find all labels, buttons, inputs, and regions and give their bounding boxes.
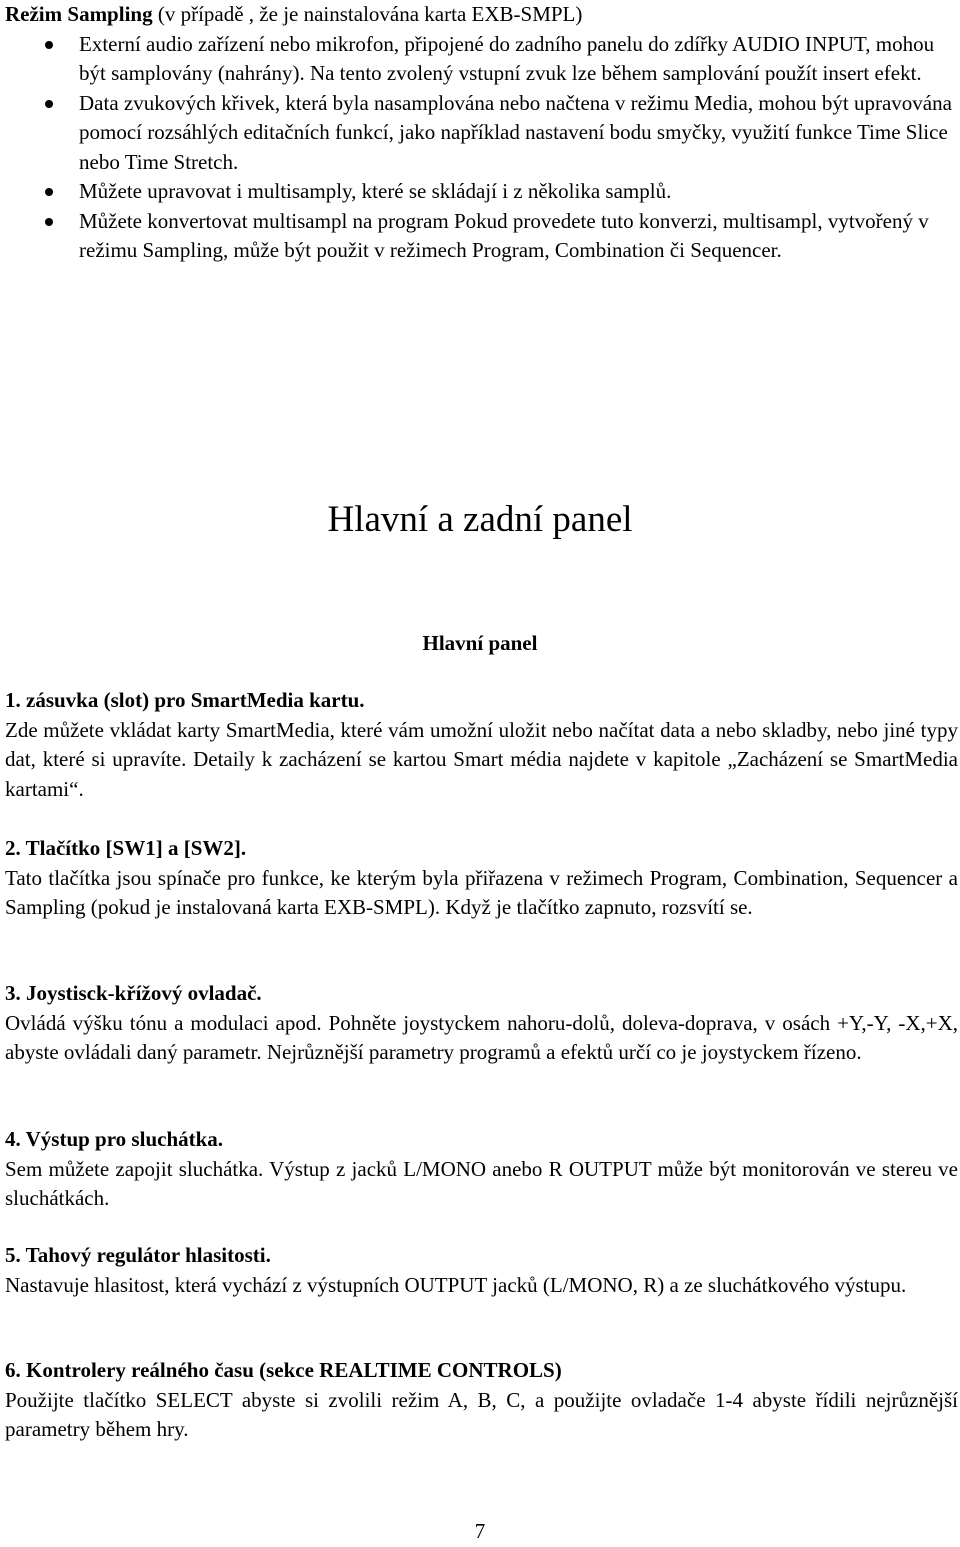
bullet-icon xyxy=(45,188,53,196)
section-heading: 4. Výstup pro sluchátka. xyxy=(5,1127,224,1151)
bullet-text: Externí audio zařízení nebo mikrofon, připojené do zadního panelu do zdířky AUDIO INPUT, mohou být samplovány (nahrány). Na tento zvolený vstupní zvuk lze během samplování použít insert efekt. xyxy=(79,31,935,85)
bullet-item xyxy=(5,177,955,207)
bullet-item xyxy=(5,207,955,266)
section-6 xyxy=(5,1356,958,1445)
bullet-icon xyxy=(45,100,53,108)
section-text: Ovládá výšku tónu a modulaci apod. Pohněte joystyckem nahoru-dolů, doleva-doprava, v osách +Y,-Y, -X,+X, abyste ovládali daný parametr. Nejrůznější parametry programů a efektů určí co je joystyckem řízeno. xyxy=(5,1010,958,1064)
section-text: Sem můžete zapojit sluchátka. Výstup z jacků L/MONO anebo R OUTPUT může být monitorován ve stereu ve sluchátkách. xyxy=(5,1156,958,1210)
section-heading: 5. Tahový regulátor hlasitosti. xyxy=(5,1243,271,1267)
page-number: 7 xyxy=(474,1519,486,1543)
intro-heading xyxy=(5,0,955,30)
sub-title: Hlavní panel xyxy=(422,631,538,655)
bullet-item xyxy=(5,89,955,178)
section-heading: 6. Kontrolery reálného času (sekce REALTIME CONTROLS) xyxy=(5,1358,562,1382)
bullet-icon xyxy=(45,41,53,49)
intro-heading-bold: Režim Sampling xyxy=(5,2,153,26)
section-2 xyxy=(5,834,958,923)
intro-section xyxy=(5,0,955,266)
main-title: Hlavní a zadní panel xyxy=(327,499,633,540)
section-heading: 3. Joystisck-křížový ovladač. xyxy=(5,981,262,1005)
intro-bullet-list xyxy=(5,30,955,266)
bullet-item xyxy=(5,30,955,89)
intro-heading-rest: (v případě , že je nainstalována karta EXB-SMPL) xyxy=(152,2,583,26)
bullet-text: Data zvukových křivek, která byla nasamplována nebo načtena v režimu Media, mohou být upravována pomocí rozsáhlých editačních funkcí, jako například nastavení bodu smyčky, využití funkce Time Slice nebo Time Stretch. xyxy=(79,90,952,174)
section-text: Tato tlačítka jsou spínače pro funkce, ke kterým byla přiřazena v režimech Program, Combination, Sequencer a Sampling (pokud je instalovaná karta EXB-SMPL). Když je tlačítko zapnuto, rozsvítí se. xyxy=(5,865,958,919)
section-text: Nastavuje hlasitost, která vychází z výstupních OUTPUT jacků (L/MONO, R) a ze sluchátkového výstupu. xyxy=(5,1272,907,1297)
section-heading: 2. Tlačítko [SW1] a [SW2]. xyxy=(5,836,247,860)
bullet-text: Můžete upravovat i multisamply, které se skládají i z několika samplů. xyxy=(79,179,672,203)
section-text: Použijte tlačítko SELECT abyste si zvolili režim A, B, C, a použijte ovladače 1-4 abyste řídili nejrůznější parametry během hry. xyxy=(5,1387,958,1441)
bullet-icon xyxy=(45,218,53,226)
section-text: Zde můžete vkládat karty SmartMedia, které vám umožní uložit nebo načítat data a nebo skladby, nebo jiné typy dat, které si upravíte. Detaily k zacházení se kartou Smart média najdete v kapitole „Zacházení se SmartMedia kartami“. xyxy=(5,717,958,801)
section-heading: 1. zásuvka (slot) pro SmartMedia kartu. xyxy=(5,688,365,712)
section-3 xyxy=(5,979,958,1068)
section-1 xyxy=(5,686,958,804)
section-5 xyxy=(5,1241,958,1300)
section-4 xyxy=(5,1125,958,1214)
bullet-text: Můžete konvertovat multisampl na program Pokud provedete tuto konverzi, multisampl, vytvořený v režimu Sampling, může být použit v režimech Program, Combination či Sequencer. xyxy=(79,208,929,262)
